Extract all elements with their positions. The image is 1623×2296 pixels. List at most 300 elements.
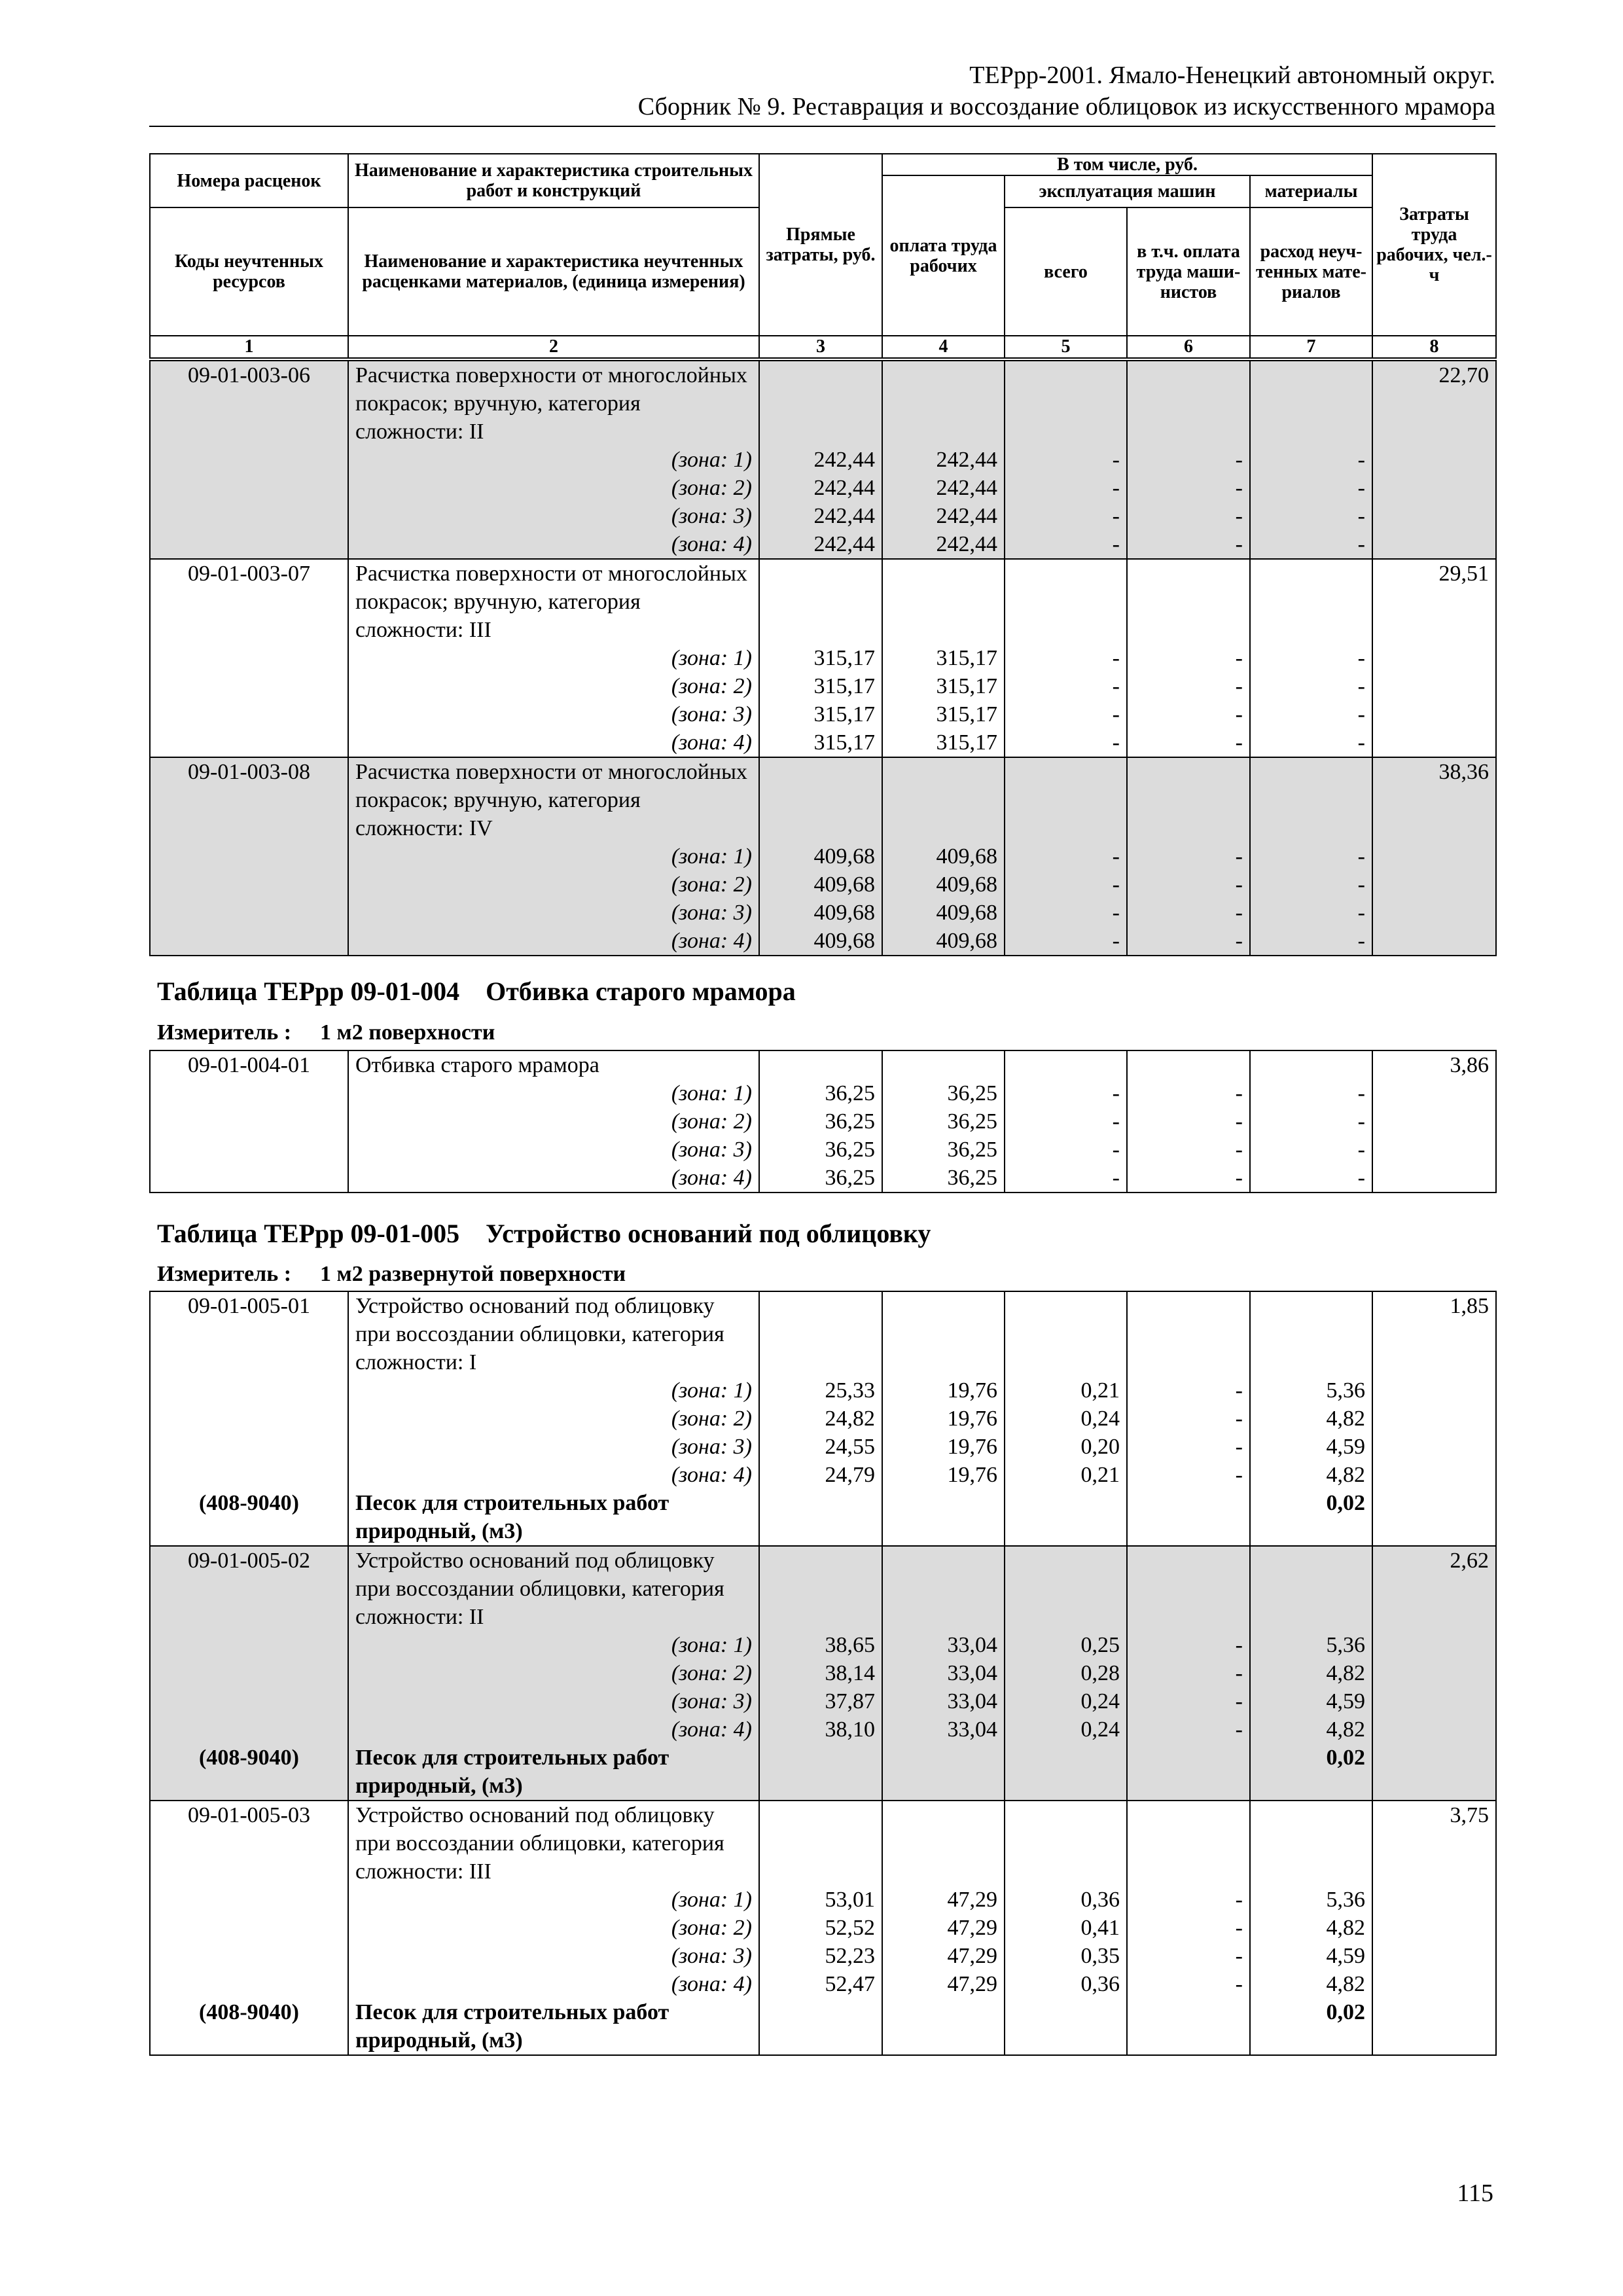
zone-row [150, 1970, 1496, 1998]
zone-row [150, 1687, 1496, 1715]
machines-total: 0,24 [1005, 1715, 1127, 1744]
zone-label: (зона: 2) [348, 1107, 759, 1136]
zone-label: (зона: 3) [348, 1136, 759, 1164]
work-name: Устройство оснований под облицовку при воссоздании облицовки, категория сложности: I [348, 1291, 759, 1376]
machinist-wages: - [1127, 446, 1250, 474]
zone-label: (зона: 2) [348, 672, 759, 700]
materials-cost: - [1250, 1136, 1372, 1164]
direct-cost: 242,44 [759, 530, 882, 559]
direct-cost: 242,44 [759, 474, 882, 502]
materials-cost: - [1250, 728, 1372, 757]
direct-cost: 242,44 [759, 446, 882, 474]
zone-row [150, 899, 1496, 927]
direct-cost: 409,68 [759, 899, 882, 927]
zone-label: (зона: 2) [348, 870, 759, 899]
machinist-wages: - [1127, 1631, 1250, 1659]
zone-label: (зона: 1) [348, 1079, 759, 1107]
machinist-wages: - [1127, 728, 1250, 757]
cell [1127, 1291, 1250, 1376]
measure-line-004 [157, 1020, 495, 1046]
machines-total: - [1005, 700, 1127, 728]
direct-cost: 242,44 [759, 502, 882, 530]
direct-cost: 52,23 [759, 1942, 882, 1970]
zone-row [150, 1461, 1496, 1489]
machinist-wages: - [1127, 502, 1250, 530]
direct-cost: 409,68 [759, 870, 882, 899]
zone-row [150, 1659, 1496, 1687]
section-code: Таблица ТЕРрр 09-01-004 [157, 977, 460, 1006]
col-number: 2 [348, 336, 759, 358]
material-name: Песок для строительных работ природный, (м3) [348, 1744, 759, 1801]
cell [1005, 1489, 1127, 1546]
zone-row [150, 842, 1496, 870]
zone-label: (зона: 4) [348, 728, 759, 757]
cell [882, 1489, 1005, 1546]
wages: 242,44 [882, 530, 1005, 559]
measure-value: 1 м2 поверхности [320, 1020, 495, 1045]
running-header-line1: ТЕРрр-2001. Ямало-Ненецкий автономный округ. [969, 62, 1495, 89]
zone-row [150, 1886, 1496, 1914]
zone-row [150, 644, 1496, 672]
rate-code [150, 1801, 348, 2055]
wages: 409,68 [882, 899, 1005, 927]
cell [1250, 361, 1372, 446]
materials-cost: - [1250, 1164, 1372, 1193]
zone-label: (зона: 3) [348, 1942, 759, 1970]
direct-cost: 36,25 [759, 1079, 882, 1107]
col-number: 3 [759, 336, 882, 358]
wages: 19,76 [882, 1433, 1005, 1461]
zone-label: (зона: 2) [348, 1659, 759, 1687]
direct-cost: 36,25 [759, 1136, 882, 1164]
labor-hours: 3,75 [1372, 1801, 1496, 2055]
cell [1127, 1801, 1250, 1886]
work-name: Расчистка поверхности от многослойных покрасок; вручную, категория сложности: III [348, 559, 759, 644]
material-qty: 0,02 [1250, 1744, 1372, 1801]
machinist-wages: - [1127, 1079, 1250, 1107]
rate-code: 09-01-003-07 [150, 559, 348, 757]
machinist-wages: - [1127, 1942, 1250, 1970]
wages: 19,76 [882, 1376, 1005, 1405]
machines-total: - [1005, 530, 1127, 559]
materials-cost: 5,36 [1250, 1376, 1372, 1405]
machines-total: - [1005, 672, 1127, 700]
wages: 409,68 [882, 870, 1005, 899]
zone-row [150, 530, 1496, 559]
col-number: 5 [1005, 336, 1127, 358]
direct-cost: 52,47 [759, 1970, 882, 1998]
rate-row [150, 1546, 1496, 1631]
cell [759, 1050, 882, 1079]
cell [1127, 1744, 1250, 1801]
zone-row [150, 1715, 1496, 1744]
direct-cost: 25,33 [759, 1376, 882, 1405]
col-header-wages: оплата труда рабочих [882, 175, 1005, 336]
material-row [150, 1744, 1496, 1801]
materials-cost: 4,82 [1250, 1970, 1372, 1998]
cell [1005, 1998, 1127, 2055]
direct-cost: 409,68 [759, 842, 882, 870]
zone-label: (зона: 1) [348, 1886, 759, 1914]
col-number: 7 [1250, 336, 1372, 358]
labor-hours: 38,36 [1372, 757, 1496, 956]
materials-cost: - [1250, 899, 1372, 927]
zone-label: (зона: 4) [348, 927, 759, 956]
cell [1127, 1050, 1250, 1079]
direct-cost: 38,65 [759, 1631, 882, 1659]
machinist-wages: - [1127, 1433, 1250, 1461]
zone-label: (зона: 3) [348, 1433, 759, 1461]
cell [759, 1546, 882, 1631]
zone-label: (зона: 3) [348, 1687, 759, 1715]
zone-row [150, 927, 1496, 956]
machinist-wages: - [1127, 1659, 1250, 1687]
machines-total: - [1005, 446, 1127, 474]
zone-row [150, 1376, 1496, 1405]
labor-hours: 1,85 [1372, 1291, 1496, 1546]
machinist-wages: - [1127, 1687, 1250, 1715]
resource-code: (408-9040) [199, 1491, 299, 1515]
cell [1127, 361, 1250, 446]
rate-row [150, 361, 1496, 446]
resource-code: (408-9040) [199, 1746, 299, 1770]
cell [882, 757, 1005, 842]
cell [1127, 1998, 1250, 2055]
material-qty: 0,02 [1250, 1489, 1372, 1546]
cell [1250, 1546, 1372, 1631]
cell [759, 1801, 882, 1886]
rate-code-text: 09-01-005-01 [188, 1294, 310, 1318]
cell [1250, 1801, 1372, 1886]
machines-total: - [1005, 728, 1127, 757]
wages: 242,44 [882, 446, 1005, 474]
wages: 36,25 [882, 1164, 1005, 1193]
direct-cost: 315,17 [759, 644, 882, 672]
materials-cost: - [1250, 672, 1372, 700]
zone-label: (зона: 2) [348, 1914, 759, 1942]
material-row [150, 1489, 1496, 1546]
cell [1250, 1050, 1372, 1079]
rate-row [150, 757, 1496, 842]
col-number: 8 [1372, 336, 1496, 358]
section-title-005 [157, 1219, 931, 1249]
rate-row [150, 1801, 1496, 1886]
materials-cost: - [1250, 1107, 1372, 1136]
cell [759, 1489, 882, 1546]
section-name: Отбивка старого мрамора [486, 977, 796, 1006]
direct-cost: 53,01 [759, 1886, 882, 1914]
cell [1005, 559, 1127, 644]
cell [882, 1050, 1005, 1079]
wages: 315,17 [882, 700, 1005, 728]
rate-code: 09-01-003-06 [150, 361, 348, 559]
zone-label: (зона: 1) [348, 644, 759, 672]
wages: 19,76 [882, 1405, 1005, 1433]
machinist-wages: - [1127, 1405, 1250, 1433]
zone-row [150, 672, 1496, 700]
labor-hours: 2,62 [1372, 1546, 1496, 1801]
zone-row [150, 446, 1496, 474]
col-number: 4 [882, 336, 1005, 358]
wages: 47,29 [882, 1886, 1005, 1914]
cell [1127, 1489, 1250, 1546]
cell [1005, 361, 1127, 446]
measure-label: Измеритель : [157, 1020, 292, 1045]
direct-cost: 24,82 [759, 1405, 882, 1433]
material-qty: 0,02 [1250, 1998, 1372, 2055]
wages: 47,29 [882, 1914, 1005, 1942]
zone-label: (зона: 4) [348, 1970, 759, 1998]
machines-total: 0,24 [1005, 1405, 1127, 1433]
column-header-table [149, 153, 1497, 359]
wages: 36,25 [882, 1107, 1005, 1136]
col-header-including: В том числе, руб. [882, 154, 1372, 175]
resource-code: (408-9040) [199, 2000, 299, 2024]
col-header-rate-numbers: Номера расценок [150, 154, 348, 207]
machinist-wages: - [1127, 899, 1250, 927]
zone-row [150, 1079, 1496, 1107]
machines-total: 0,24 [1005, 1687, 1127, 1715]
zone-label: (зона: 1) [348, 446, 759, 474]
materials-cost: - [1250, 1079, 1372, 1107]
col-header-unaccounted-materials: расход неуч-тенных мате-риалов [1250, 207, 1372, 336]
measure-value: 1 м2 развернутой поверхности [320, 1262, 626, 1286]
material-name: Песок для строительных работ природный, (м3) [348, 1489, 759, 1546]
machinist-wages: - [1127, 1886, 1250, 1914]
wages: 315,17 [882, 644, 1005, 672]
page-number: 115 [1457, 2179, 1493, 2207]
zone-label: (зона: 4) [348, 530, 759, 559]
cell [759, 1998, 882, 2055]
cell [882, 1998, 1005, 2055]
cell [1005, 757, 1127, 842]
cell [1127, 1546, 1250, 1631]
machinist-wages: - [1127, 530, 1250, 559]
zone-label: (зона: 1) [348, 1631, 759, 1659]
section-title-004 [157, 977, 796, 1007]
machinist-wages: - [1127, 1376, 1250, 1405]
materials-cost: - [1250, 842, 1372, 870]
zone-row [150, 1631, 1496, 1659]
measure-line-005 [157, 1261, 626, 1287]
cell [1005, 1744, 1127, 1801]
labor-hours: 22,70 [1372, 361, 1496, 559]
machinist-wages: - [1127, 700, 1250, 728]
machines-total: 0,28 [1005, 1659, 1127, 1687]
material-name: Песок для строительных работ природный, (м3) [348, 1998, 759, 2055]
zone-row [150, 502, 1496, 530]
direct-cost: 38,14 [759, 1659, 882, 1687]
wages: 47,29 [882, 1970, 1005, 1998]
materials-cost: 4,82 [1250, 1914, 1372, 1942]
rate-code: 09-01-004-01 [150, 1050, 348, 1193]
machinist-wages: - [1127, 1107, 1250, 1136]
col-header-machines: эксплуатация машин [1005, 175, 1250, 207]
machines-total: 0,20 [1005, 1433, 1127, 1461]
zone-row [150, 1914, 1496, 1942]
col-header-direct-cost: Прямые затраты, руб. [759, 154, 882, 336]
machinist-wages: - [1127, 842, 1250, 870]
machines-total: - [1005, 1164, 1127, 1193]
measure-label: Измеритель : [157, 1262, 292, 1286]
cell [759, 361, 882, 446]
cell [882, 1546, 1005, 1631]
rate-code-text: 09-01-005-02 [188, 1549, 310, 1573]
machinist-wages: - [1127, 1970, 1250, 1998]
cell [1005, 1801, 1127, 1886]
machinist-wages: - [1127, 644, 1250, 672]
cell [882, 1744, 1005, 1801]
wages: 36,25 [882, 1136, 1005, 1164]
wages: 33,04 [882, 1659, 1005, 1687]
materials-cost: 4,82 [1250, 1405, 1372, 1433]
direct-cost: 38,10 [759, 1715, 882, 1744]
cell [1127, 559, 1250, 644]
zone-row [150, 1405, 1496, 1433]
machinist-wages: - [1127, 1461, 1250, 1489]
materials-cost: - [1250, 502, 1372, 530]
col-header-labor-hours: Затраты труда рабочих, чел.-ч [1372, 154, 1496, 336]
running-header-line2: Сборник № 9. Реставрация и воссоздание облицовок из искусственного мрамора [637, 93, 1495, 120]
rates-table-004 [149, 1050, 1497, 1193]
direct-cost: 24,55 [759, 1433, 882, 1461]
direct-cost: 315,17 [759, 672, 882, 700]
materials-cost: - [1250, 644, 1372, 672]
machinist-wages: - [1127, 1164, 1250, 1193]
cell [759, 757, 882, 842]
zone-row [150, 1433, 1496, 1461]
rate-code: 09-01-003-08 [150, 757, 348, 956]
zone-row [150, 1164, 1496, 1193]
zone-row [150, 870, 1496, 899]
work-name: Устройство оснований под облицовку при воссоздании облицовки, категория сложности: II [348, 1546, 759, 1631]
zone-row [150, 700, 1496, 728]
machines-total: 0,21 [1005, 1461, 1127, 1489]
machines-total: - [1005, 1107, 1127, 1136]
cell [1005, 1546, 1127, 1631]
header-rule [149, 126, 1495, 127]
rate-code-text: 09-01-005-03 [188, 1803, 310, 1827]
rate-code [150, 1291, 348, 1546]
wages: 409,68 [882, 842, 1005, 870]
machines-total: - [1005, 842, 1127, 870]
labor-hours: 29,51 [1372, 559, 1496, 757]
rate-row [150, 1291, 1496, 1376]
wages: 36,25 [882, 1079, 1005, 1107]
direct-cost: 24,79 [759, 1461, 882, 1489]
machinist-wages: - [1127, 1136, 1250, 1164]
wages: 242,44 [882, 502, 1005, 530]
materials-cost: 4,59 [1250, 1433, 1372, 1461]
cell [1250, 1291, 1372, 1376]
machines-total: 0,21 [1005, 1376, 1127, 1405]
materials-cost: - [1250, 474, 1372, 502]
materials-cost: 4,59 [1250, 1687, 1372, 1715]
cell [882, 361, 1005, 446]
machinist-wages: - [1127, 927, 1250, 956]
materials-cost: - [1250, 927, 1372, 956]
zone-row [150, 728, 1496, 757]
machines-total: 0,35 [1005, 1942, 1127, 1970]
zone-label: (зона: 4) [348, 1164, 759, 1193]
cell [882, 1291, 1005, 1376]
direct-cost: 409,68 [759, 927, 882, 956]
materials-cost: 4,82 [1250, 1461, 1372, 1489]
machinist-wages: - [1127, 1715, 1250, 1744]
cell [1250, 757, 1372, 842]
col-number: 1 [150, 336, 348, 358]
cell [759, 559, 882, 644]
cell [759, 1744, 882, 1801]
rate-code [150, 1546, 348, 1801]
rate-row [150, 1050, 1496, 1079]
wages: 409,68 [882, 927, 1005, 956]
material-row [150, 1998, 1496, 2055]
direct-cost: 315,17 [759, 728, 882, 757]
zone-row [150, 1136, 1496, 1164]
wages: 242,44 [882, 474, 1005, 502]
rates-table-005 [149, 1291, 1497, 2056]
labor-hours: 3,86 [1372, 1050, 1496, 1193]
machines-total: 0,36 [1005, 1970, 1127, 1998]
cell [882, 559, 1005, 644]
machines-total: - [1005, 1136, 1127, 1164]
cell [1127, 757, 1250, 842]
zone-label: (зона: 2) [348, 1405, 759, 1433]
cell [1250, 559, 1372, 644]
direct-cost: 36,25 [759, 1107, 882, 1136]
wages: 315,17 [882, 672, 1005, 700]
col-header-material-name: Наименование и характеристика неучтенных расценками материалов, (единица измерения) [348, 207, 759, 336]
section-code: Таблица ТЕРрр 09-01-005 [157, 1219, 460, 1248]
col-header-work-name: Наименование и характеристика строительных работ и конструкций [348, 154, 759, 207]
machines-total: - [1005, 474, 1127, 502]
col-header-machinist-wages: в т.ч. оплата труда маши-нистов [1127, 207, 1250, 336]
cell [1005, 1291, 1127, 1376]
wages: 19,76 [882, 1461, 1005, 1489]
work-name: Отбивка старого мрамора [348, 1050, 759, 1079]
zone-label: (зона: 4) [348, 1461, 759, 1489]
machines-total: 0,36 [1005, 1886, 1127, 1914]
col-header-machines-total: всего [1005, 207, 1127, 336]
materials-cost: - [1250, 700, 1372, 728]
machines-total: - [1005, 927, 1127, 956]
machines-total: - [1005, 899, 1127, 927]
materials-cost: 5,36 [1250, 1631, 1372, 1659]
zone-label: (зона: 1) [348, 1376, 759, 1405]
machines-total: 0,41 [1005, 1914, 1127, 1942]
machinist-wages: - [1127, 1914, 1250, 1942]
machinist-wages: - [1127, 474, 1250, 502]
zone-label: (зона: 2) [348, 474, 759, 502]
wages: 315,17 [882, 728, 1005, 757]
materials-cost: 4,82 [1250, 1659, 1372, 1687]
machines-total: 0,25 [1005, 1631, 1127, 1659]
cell [1005, 1050, 1127, 1079]
work-name: Устройство оснований под облицовку при воссоздании облицовки, категория сложности: III [348, 1801, 759, 1886]
work-name: Расчистка поверхности от многослойных покрасок; вручную, категория сложности: II [348, 361, 759, 446]
zone-label: (зона: 3) [348, 899, 759, 927]
materials-cost: - [1250, 870, 1372, 899]
direct-cost: 52,52 [759, 1914, 882, 1942]
zone-row [150, 474, 1496, 502]
zone-label: (зона: 3) [348, 502, 759, 530]
wages: 33,04 [882, 1631, 1005, 1659]
materials-cost: 4,82 [1250, 1715, 1372, 1744]
machinist-wages: - [1127, 672, 1250, 700]
machinist-wages: - [1127, 870, 1250, 899]
zone-label: (зона: 3) [348, 700, 759, 728]
